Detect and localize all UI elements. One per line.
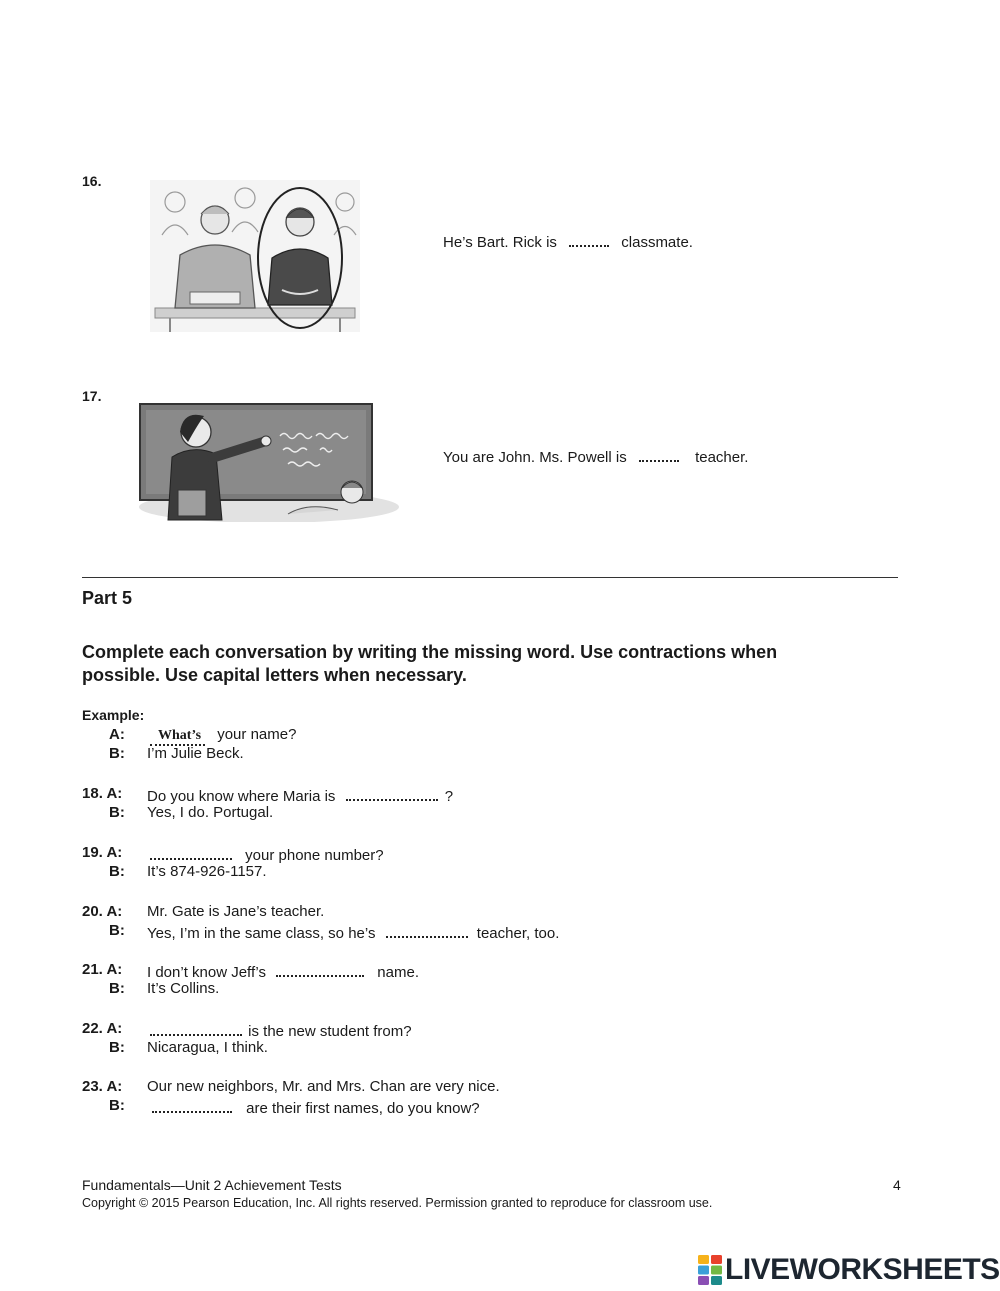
question-16-answer-blank[interactable] — [569, 231, 609, 247]
item-18-line-a — [147, 785, 453, 805]
item-22-speaker-b: B: — [109, 1039, 125, 1056]
part-instructions-line-2: possible. Use capital letters when necessary. — [82, 665, 467, 685]
section-divider — [82, 577, 898, 578]
question-16-text-before: He’s Bart. Rick is — [443, 234, 557, 251]
item-19-number-label — [82, 844, 122, 861]
item-22-answer-blank[interactable] — [150, 1020, 242, 1036]
part-instructions — [82, 641, 912, 687]
example-speaker-a: A: — [109, 726, 125, 743]
example-answer: What’s — [150, 728, 205, 746]
item-21-text-before: I don’t know Jeff’s — [147, 964, 266, 981]
item-21-answer-blank[interactable] — [276, 961, 364, 977]
item-18-speaker-a: . A: — [98, 785, 123, 802]
question-16-text-after: classmate. — [621, 234, 693, 251]
item-19-speaker-a: A: — [102, 844, 123, 861]
copyright-notice: Copyright © 2015 Pearson Education, Inc. All rights reserved. Permission granted to reproduce for classroom use. — [82, 1196, 713, 1210]
liveworksheets-logo — [698, 1253, 1000, 1287]
item-20-speaker-a: A: — [102, 903, 123, 920]
item-20-line-b — [147, 922, 559, 942]
item-18-text-b: Yes, I do. Portugal. — [147, 804, 274, 821]
item-22-line-a — [150, 1020, 412, 1040]
item-23-speaker-b: B: — [109, 1097, 125, 1114]
item-23-number-label — [82, 1078, 122, 1095]
part-title: Part 5 — [82, 588, 133, 608]
question-number-16: 16. — [82, 173, 102, 189]
item-20-answer-blank[interactable] — [386, 922, 468, 938]
example-text-a: your name? — [217, 726, 297, 743]
item-20-text-before: Yes, I’m in the same class, so he’s — [147, 925, 376, 942]
item-23-answer-blank[interactable] — [152, 1097, 232, 1113]
item-22-text-after: is the new student from? — [248, 1023, 412, 1040]
example-heading: Example: — [82, 707, 145, 723]
item-23-text-a: Our new neighbors, Mr. and Mrs. Chan are very nice. — [147, 1078, 500, 1095]
item-18-number-label — [82, 785, 122, 802]
part-instructions-line-1: Complete each conversation by writing the missing word. Use contractions when — [82, 642, 778, 662]
footer-title: Fundamentals—Unit 2 Achievement Tests — [82, 1177, 342, 1193]
item-21-number: 21. — [82, 961, 103, 978]
classroom-students-illustration — [150, 180, 360, 332]
item-21-text-b: It’s Collins. — [147, 980, 220, 997]
item-21-speaker-a: A: — [102, 961, 123, 978]
question-16-sentence — [443, 231, 693, 251]
item-22-speaker-a: A: — [102, 1020, 123, 1037]
item-20-speaker-b: B: — [109, 922, 125, 939]
question-17-sentence — [443, 446, 748, 466]
item-18-text-before: Do you know where Maria is — [147, 788, 336, 805]
question-17-answer-blank[interactable] — [639, 446, 679, 462]
example-line-a — [150, 726, 296, 746]
page-number: 4 — [893, 1177, 901, 1193]
item-18-answer-blank[interactable] — [346, 785, 438, 801]
item-18-speaker-b: B: — [109, 804, 125, 821]
item-23-number: 23. — [82, 1078, 103, 1095]
liveworksheets-logo-text: LIVEWORKSHEETS — [725, 1253, 1000, 1286]
example-text-b: I’m Julie Beck. — [147, 745, 244, 762]
item-22-number-label — [82, 1020, 122, 1037]
question-17-text-before: You are John. Ms. Powell is — [443, 449, 627, 466]
item-20-text-a: Mr. Gate is Jane’s teacher. — [147, 903, 325, 920]
item-20-number: 20. — [82, 903, 103, 920]
item-20-number-label — [82, 903, 122, 920]
item-19-line-a — [150, 844, 384, 864]
question-number-17: 17. — [82, 388, 102, 404]
item-20-text-after: teacher, too. — [476, 925, 560, 942]
item-21-speaker-b: B: — [109, 980, 125, 997]
item-21-number-label — [82, 961, 122, 978]
item-18-number: 18 — [82, 785, 99, 802]
question-17-text-after: teacher. — [695, 449, 749, 466]
item-23-speaker-a: A: — [102, 1078, 123, 1095]
item-19-text-b: It’s 874-926-1157. — [147, 863, 267, 880]
item-21-text-after: name. — [377, 964, 419, 981]
item-22-text-b: Nicaragua, I think. — [147, 1039, 268, 1056]
item-21-line-a — [147, 961, 419, 981]
item-19-answer-blank[interactable] — [150, 844, 232, 860]
item-19-number: 19. — [82, 844, 103, 861]
item-23-text-after: are their first names, do you know? — [246, 1100, 480, 1117]
item-18-text-after: ? — [444, 788, 454, 805]
item-22-number: 22. — [82, 1020, 103, 1037]
liveworksheets-logo-icon — [698, 1255, 722, 1285]
teacher-chalkboard-illustration — [138, 402, 400, 522]
item-23-line-b — [152, 1097, 480, 1117]
item-19-text-after: your phone number? — [245, 847, 384, 864]
item-19-speaker-b: B: — [109, 863, 125, 880]
example-speaker-b: B: — [109, 745, 125, 762]
